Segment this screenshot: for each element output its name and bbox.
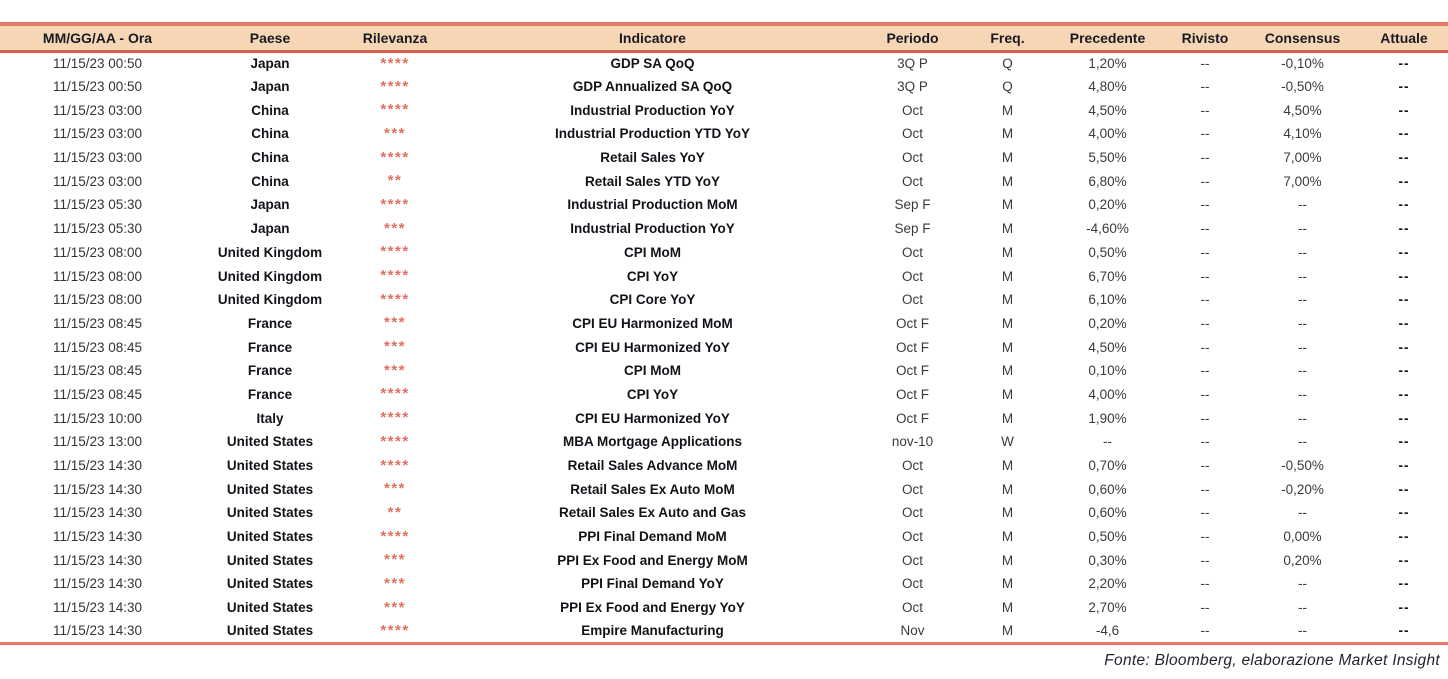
table-row bbox=[0, 241, 1448, 265]
table-row bbox=[0, 146, 1448, 170]
cell-period: Oct F bbox=[896, 363, 929, 379]
cell-previous: 0,30% bbox=[1088, 552, 1127, 568]
cell-indicator: CPI YoY bbox=[626, 386, 679, 402]
cell-freq: M bbox=[1001, 363, 1014, 379]
cell-country: Japan bbox=[250, 221, 290, 237]
cell-consensus: -0,10% bbox=[1281, 56, 1324, 72]
cell-period: Oct F bbox=[896, 410, 929, 426]
cell-date: 11/15/23 00:50 bbox=[52, 56, 143, 72]
cell-indicator: CPI EU Harmonized MoM bbox=[572, 315, 733, 331]
column-header-country: Paese bbox=[195, 24, 345, 51]
table-row bbox=[0, 477, 1448, 501]
cell-freq: M bbox=[1001, 505, 1014, 521]
cell-revised: -- bbox=[1200, 339, 1210, 355]
cell-previous: 0,20% bbox=[1088, 315, 1127, 331]
cell-country: United States bbox=[226, 481, 314, 497]
cell-date: 11/15/23 08:00 bbox=[52, 244, 143, 260]
cell-indicator: CPI MoM bbox=[624, 244, 681, 260]
cell-freq: M bbox=[1001, 458, 1014, 474]
cell-actual: -- bbox=[1398, 315, 1410, 331]
table-row bbox=[0, 430, 1448, 454]
cell-country: China bbox=[251, 173, 289, 189]
cell-consensus: 0,00% bbox=[1283, 529, 1322, 545]
cell-revised: -- bbox=[1200, 410, 1210, 426]
cell-revised: -- bbox=[1200, 552, 1210, 568]
cell-period: Oct F bbox=[896, 315, 929, 331]
cell-previous: 4,80% bbox=[1088, 79, 1127, 95]
table-row bbox=[0, 406, 1448, 430]
cell-relevance: **** bbox=[380, 267, 410, 285]
cell-consensus: -- bbox=[1298, 292, 1307, 308]
cell-revised: -- bbox=[1200, 600, 1210, 616]
cell-date: 11/15/23 08:45 bbox=[52, 386, 143, 402]
cell-consensus: -- bbox=[1298, 244, 1307, 260]
cell-actual: -- bbox=[1398, 600, 1410, 616]
cell-date: 11/15/23 03:00 bbox=[52, 126, 143, 142]
cell-previous: 0,50% bbox=[1088, 244, 1127, 260]
cell-previous: 0,70% bbox=[1088, 458, 1127, 474]
cell-freq: M bbox=[1001, 173, 1014, 189]
cell-country: France bbox=[247, 339, 293, 355]
cell-country: Japan bbox=[250, 56, 290, 72]
column-header-previous: Precedente bbox=[1050, 24, 1165, 51]
cell-indicator: CPI YoY bbox=[626, 268, 679, 284]
cell-consensus: -- bbox=[1245, 620, 1360, 644]
cell-indicator: Retail Sales YTD YoY bbox=[584, 173, 721, 189]
column-header-period: Periodo bbox=[860, 24, 965, 51]
cell-revised: -- bbox=[1200, 481, 1210, 497]
cell-consensus: -- bbox=[1298, 363, 1307, 379]
cell-actual: -- bbox=[1398, 339, 1410, 355]
cell-relevance: **** bbox=[380, 290, 410, 308]
cell-revised: -- bbox=[1200, 102, 1210, 118]
cell-period: Nov bbox=[860, 620, 965, 644]
cell-actual: -- bbox=[1398, 221, 1410, 237]
cell-country: United States bbox=[195, 620, 345, 644]
cell-previous: 0,60% bbox=[1088, 481, 1127, 497]
table-row bbox=[0, 193, 1448, 217]
cell-period: 3Q P bbox=[897, 79, 928, 95]
cell-actual: -- bbox=[1398, 244, 1410, 260]
cell-country: United Kingdom bbox=[217, 268, 323, 284]
cell-previous: 0,10% bbox=[1088, 363, 1127, 379]
cell-previous: 2,20% bbox=[1088, 576, 1127, 592]
table-row bbox=[0, 620, 1448, 644]
cell-revised: -- bbox=[1200, 363, 1210, 379]
cell-indicator: PPI Final Demand YoY bbox=[581, 576, 724, 592]
cell-indicator: Industrial Production MoM bbox=[567, 197, 738, 213]
cell-relevance: **** bbox=[380, 243, 410, 261]
cell-period: Oct bbox=[901, 102, 923, 118]
cell-revised: -- bbox=[1200, 173, 1210, 189]
cell-date: 11/15/23 14:30 bbox=[52, 529, 143, 545]
cell-country: United Kingdom bbox=[217, 244, 323, 260]
cell-date: 11/15/23 13:00 bbox=[52, 434, 143, 450]
cell-revised: -- bbox=[1200, 434, 1210, 450]
cell-country: Japan bbox=[250, 79, 290, 95]
header-row bbox=[0, 24, 1448, 51]
cell-actual: -- bbox=[1398, 126, 1410, 142]
cell-indicator: PPI Ex Food and Energy MoM bbox=[557, 552, 748, 568]
cell-actual: -- bbox=[1360, 620, 1448, 644]
cell-actual: -- bbox=[1398, 197, 1410, 213]
cell-freq: M bbox=[1001, 102, 1014, 118]
cell-freq: M bbox=[1001, 552, 1014, 568]
table-row bbox=[0, 217, 1448, 241]
cell-consensus: -- bbox=[1298, 221, 1307, 237]
cell-revised: -- bbox=[1200, 244, 1210, 260]
cell-actual: -- bbox=[1398, 56, 1410, 72]
cell-date: 11/15/23 14:30 bbox=[52, 576, 143, 592]
table-row bbox=[0, 572, 1448, 596]
cell-country: Italy bbox=[256, 410, 284, 426]
cell-previous: 0,20% bbox=[1088, 197, 1127, 213]
cell-country: United States bbox=[226, 552, 314, 568]
table-row bbox=[0, 596, 1448, 620]
cell-country: United States bbox=[226, 600, 314, 616]
cell-date: 11/15/23 08:45 bbox=[52, 315, 143, 331]
column-header-relevance: Rilevanza bbox=[345, 24, 445, 51]
cell-actual: -- bbox=[1398, 363, 1410, 379]
cell-freq: M bbox=[1001, 292, 1014, 308]
table-row bbox=[0, 454, 1448, 478]
table-row bbox=[0, 98, 1448, 122]
cell-date: 11/15/23 03:00 bbox=[52, 173, 143, 189]
source-note: Fonte: Bloomberg, elaborazione Market Insight bbox=[1104, 652, 1440, 669]
cell-revised: -- bbox=[1200, 150, 1210, 166]
cell-date: 11/15/23 03:00 bbox=[52, 150, 143, 166]
table-row bbox=[0, 383, 1448, 407]
cell-freq: M bbox=[965, 620, 1050, 644]
cell-date: 11/15/23 08:45 bbox=[52, 339, 143, 355]
cell-relevance: **** bbox=[380, 527, 410, 545]
cell-period: Oct bbox=[901, 268, 923, 284]
cell-revised: -- bbox=[1200, 56, 1210, 72]
cell-freq: Q bbox=[1002, 79, 1013, 95]
cell-country: France bbox=[247, 363, 293, 379]
table-row bbox=[0, 312, 1448, 336]
table-row bbox=[0, 264, 1448, 288]
cell-country: United States bbox=[226, 434, 314, 450]
cell-actual: -- bbox=[1398, 268, 1410, 284]
cell-revised: -- bbox=[1200, 268, 1210, 284]
cell-consensus: -- bbox=[1298, 434, 1307, 450]
column-header-freq: Freq. bbox=[965, 24, 1050, 51]
cell-period: Oct F bbox=[896, 386, 929, 402]
cell-relevance: **** bbox=[380, 195, 410, 213]
cell-indicator: CPI EU Harmonized YoY bbox=[575, 410, 730, 426]
cell-period: nov-10 bbox=[891, 434, 934, 450]
cell-relevance: **** bbox=[380, 101, 410, 119]
cell-revised: -- bbox=[1200, 505, 1210, 521]
cell-country: United States bbox=[226, 576, 314, 592]
cell-consensus: 0,20% bbox=[1283, 552, 1322, 568]
cell-actual: -- bbox=[1398, 552, 1410, 568]
cell-consensus: -- bbox=[1298, 197, 1307, 213]
cell-relevance: **** bbox=[380, 432, 410, 450]
table-row bbox=[0, 548, 1448, 572]
cell-revised: -- bbox=[1200, 458, 1210, 474]
cell-freq: M bbox=[1001, 197, 1014, 213]
cell-date: 11/15/23 14:30 bbox=[52, 552, 143, 568]
table-row bbox=[0, 51, 1448, 75]
cell-indicator: CPI MoM bbox=[624, 363, 681, 379]
cell-actual: -- bbox=[1398, 292, 1410, 308]
cell-period: Sep F bbox=[894, 221, 931, 237]
cell-previous: -- bbox=[1103, 434, 1112, 450]
cell-previous: 4,00% bbox=[1088, 386, 1127, 402]
cell-indicator: Industrial Production YTD YoY bbox=[554, 126, 751, 142]
column-header-indicator: Indicatore bbox=[445, 24, 860, 51]
cell-actual: -- bbox=[1398, 576, 1410, 592]
column-header-revised: Rivisto bbox=[1165, 24, 1245, 51]
column-header-actual: Attuale bbox=[1360, 24, 1448, 51]
cell-period: Oct bbox=[901, 292, 923, 308]
cell-previous: 6,10% bbox=[1088, 292, 1127, 308]
cell-period: Oct bbox=[901, 552, 923, 568]
cell-freq: M bbox=[1001, 150, 1014, 166]
cell-previous: -4,60% bbox=[1086, 221, 1129, 237]
cell-period: Oct bbox=[901, 458, 923, 474]
cell-revised: -- bbox=[1200, 576, 1210, 592]
cell-previous: -4,6 bbox=[1050, 620, 1165, 644]
cell-period: Oct bbox=[901, 173, 923, 189]
cell-freq: M bbox=[1001, 126, 1014, 142]
cell-relevance: ** bbox=[387, 503, 403, 521]
cell-indicator: Retail Sales YoY bbox=[600, 150, 705, 166]
table-header bbox=[0, 24, 1448, 51]
cell-period: Oct bbox=[901, 505, 923, 521]
cell-revised: -- bbox=[1200, 315, 1210, 331]
cell-relevance: *** bbox=[383, 480, 406, 498]
cell-relevance: *** bbox=[383, 338, 406, 356]
cell-consensus: -0,50% bbox=[1281, 458, 1324, 474]
cell-relevance: *** bbox=[383, 574, 406, 592]
cell-previous: 4,50% bbox=[1088, 339, 1127, 355]
cell-previous: 1,90% bbox=[1088, 410, 1127, 426]
cell-actual: -- bbox=[1398, 386, 1410, 402]
cell-freq: M bbox=[1001, 410, 1014, 426]
cell-actual: -- bbox=[1398, 481, 1410, 497]
cell-consensus: -- bbox=[1298, 386, 1307, 402]
cell-consensus: -- bbox=[1298, 410, 1307, 426]
cell-actual: -- bbox=[1398, 410, 1410, 426]
table-row bbox=[0, 525, 1448, 549]
cell-country: United States bbox=[226, 458, 314, 474]
cell-actual: -- bbox=[1398, 79, 1410, 95]
table-row bbox=[0, 169, 1448, 193]
cell-indicator: Retail Sales Ex Auto and Gas bbox=[558, 505, 747, 521]
cell-relevance: *** bbox=[383, 219, 406, 237]
cell-period: Oct bbox=[901, 244, 923, 260]
cell-actual: -- bbox=[1398, 150, 1410, 166]
cell-revised: -- bbox=[1165, 620, 1245, 644]
cell-relevance: *** bbox=[383, 551, 406, 569]
cell-actual: -- bbox=[1398, 434, 1410, 450]
cell-country: China bbox=[251, 102, 289, 118]
column-header-consensus: Consensus bbox=[1245, 24, 1360, 51]
cell-actual: -- bbox=[1398, 529, 1410, 545]
cell-period: Oct bbox=[901, 600, 923, 616]
cell-revised: -- bbox=[1200, 292, 1210, 308]
cell-freq: M bbox=[1001, 576, 1014, 592]
cell-revised: -- bbox=[1200, 386, 1210, 402]
cell-indicator: PPI Ex Food and Energy YoY bbox=[560, 600, 745, 616]
cell-country: China bbox=[251, 150, 289, 166]
cell-date: 11/15/23 14:30 bbox=[52, 458, 143, 474]
cell-period: Oct bbox=[901, 126, 923, 142]
cell-freq: M bbox=[1001, 600, 1014, 616]
economic-calendar-table bbox=[0, 22, 1448, 645]
cell-freq: M bbox=[1001, 268, 1014, 284]
cell-period: Oct bbox=[901, 150, 923, 166]
cell-indicator: CPI Core YoY bbox=[609, 292, 696, 308]
cell-freq: W bbox=[1001, 434, 1014, 450]
cell-date: 11/15/23 08:00 bbox=[52, 268, 143, 284]
cell-country: United States bbox=[226, 529, 314, 545]
cell-country: France bbox=[247, 386, 293, 402]
cell-previous: 6,80% bbox=[1088, 173, 1127, 189]
cell-consensus: -- bbox=[1298, 600, 1307, 616]
cell-period: Oct bbox=[901, 529, 923, 545]
table-row bbox=[0, 501, 1448, 525]
cell-date: 11/15/23 03:00 bbox=[52, 102, 143, 118]
cell-relevance: **** bbox=[345, 620, 445, 644]
cell-consensus: -- bbox=[1298, 315, 1307, 331]
cell-consensus: -- bbox=[1298, 505, 1307, 521]
cell-consensus: 7,00% bbox=[1283, 173, 1322, 189]
cell-freq: M bbox=[1001, 529, 1014, 545]
cell-indicator: Industrial Production YoY bbox=[570, 221, 735, 237]
cell-actual: -- bbox=[1398, 173, 1410, 189]
cell-previous: 0,60% bbox=[1088, 505, 1127, 521]
cell-consensus: 4,10% bbox=[1283, 126, 1322, 142]
cell-actual: -- bbox=[1398, 458, 1410, 474]
cell-indicator: GDP Annualized SA QoQ bbox=[572, 79, 733, 95]
cell-indicator: GDP SA QoQ bbox=[610, 56, 695, 72]
cell-date: 11/15/23 10:00 bbox=[52, 410, 143, 426]
cell-freq: M bbox=[1001, 386, 1014, 402]
cell-freq: M bbox=[1001, 315, 1014, 331]
cell-freq: M bbox=[1001, 339, 1014, 355]
cell-freq: M bbox=[1001, 221, 1014, 237]
cell-period: 3Q P bbox=[897, 56, 928, 72]
cell-relevance: ** bbox=[387, 172, 403, 190]
cell-previous: 1,20% bbox=[1088, 56, 1127, 72]
cell-date: 11/15/23 08:00 bbox=[52, 292, 143, 308]
cell-date: 11/15/23 14:30 bbox=[52, 481, 143, 497]
cell-indicator: Industrial Production YoY bbox=[570, 102, 735, 118]
cell-previous: 4,50% bbox=[1088, 102, 1127, 118]
cell-consensus: -- bbox=[1298, 339, 1307, 355]
cell-previous: 6,70% bbox=[1088, 268, 1127, 284]
cell-country: France bbox=[247, 315, 293, 331]
cell-relevance: *** bbox=[383, 124, 406, 142]
cell-freq: Q bbox=[1002, 56, 1013, 72]
cell-consensus: -- bbox=[1298, 268, 1307, 284]
cell-consensus: -- bbox=[1298, 576, 1307, 592]
cell-relevance: **** bbox=[380, 456, 410, 474]
cell-period: Oct F bbox=[896, 339, 929, 355]
cell-country: China bbox=[251, 126, 289, 142]
cell-date: 11/15/23 00:50 bbox=[52, 79, 143, 95]
cell-revised: -- bbox=[1200, 529, 1210, 545]
cell-period: Oct bbox=[901, 576, 923, 592]
cell-date: 11/15/23 05:30 bbox=[52, 197, 143, 213]
cell-revised: -- bbox=[1200, 79, 1210, 95]
cell-actual: -- bbox=[1398, 505, 1410, 521]
cell-relevance: **** bbox=[380, 385, 410, 403]
cell-date: 11/15/23 14:30 bbox=[52, 600, 143, 616]
table-row bbox=[0, 335, 1448, 359]
table-row bbox=[0, 75, 1448, 99]
cell-actual: -- bbox=[1398, 102, 1410, 118]
cell-indicator: Empire Manufacturing bbox=[445, 620, 860, 644]
table-row bbox=[0, 359, 1448, 383]
cell-relevance: *** bbox=[383, 361, 406, 379]
cell-period: Oct bbox=[901, 481, 923, 497]
cell-freq: M bbox=[1001, 481, 1014, 497]
cell-relevance: **** bbox=[380, 148, 410, 166]
cell-date: 11/15/23 14:30 bbox=[52, 505, 143, 521]
cell-consensus: 4,50% bbox=[1283, 102, 1322, 118]
cell-revised: -- bbox=[1200, 197, 1210, 213]
cell-freq: M bbox=[1001, 244, 1014, 260]
table-row bbox=[0, 288, 1448, 312]
cell-previous: 5,50% bbox=[1088, 150, 1127, 166]
cell-indicator: CPI EU Harmonized YoY bbox=[575, 339, 730, 355]
cell-previous: 4,00% bbox=[1088, 126, 1127, 142]
cell-date: 11/15/23 05:30 bbox=[52, 221, 143, 237]
cell-revised: -- bbox=[1200, 221, 1210, 237]
cell-relevance: *** bbox=[383, 598, 406, 616]
cell-revised: -- bbox=[1200, 126, 1210, 142]
cell-indicator: PPI Final Demand MoM bbox=[578, 529, 727, 545]
cell-relevance: **** bbox=[380, 54, 410, 72]
column-header-date: MM/GG/AA - Ora bbox=[0, 24, 195, 51]
cell-date: 11/15/23 08:45 bbox=[52, 363, 143, 379]
cell-previous: 2,70% bbox=[1088, 600, 1127, 616]
cell-consensus: 7,00% bbox=[1283, 150, 1322, 166]
cell-consensus: -0,50% bbox=[1281, 79, 1324, 95]
cell-period: Sep F bbox=[894, 197, 931, 213]
cell-country: Japan bbox=[250, 197, 290, 213]
cell-previous: 0,50% bbox=[1088, 529, 1127, 545]
cell-relevance: **** bbox=[380, 409, 410, 427]
cell-indicator: MBA Mortgage Applications bbox=[562, 434, 742, 450]
cell-relevance: **** bbox=[380, 77, 410, 95]
cell-date: 11/15/23 14:30 bbox=[0, 620, 195, 644]
cell-country: United Kingdom bbox=[217, 292, 323, 308]
cell-consensus: -0,20% bbox=[1281, 481, 1324, 497]
cell-relevance: *** bbox=[383, 314, 406, 332]
table-row bbox=[0, 122, 1448, 146]
table-body bbox=[0, 51, 1448, 643]
cell-indicator: Retail Sales Advance MoM bbox=[567, 458, 738, 474]
cell-indicator: Retail Sales Ex Auto MoM bbox=[570, 481, 735, 497]
cell-country: United States bbox=[226, 505, 314, 521]
